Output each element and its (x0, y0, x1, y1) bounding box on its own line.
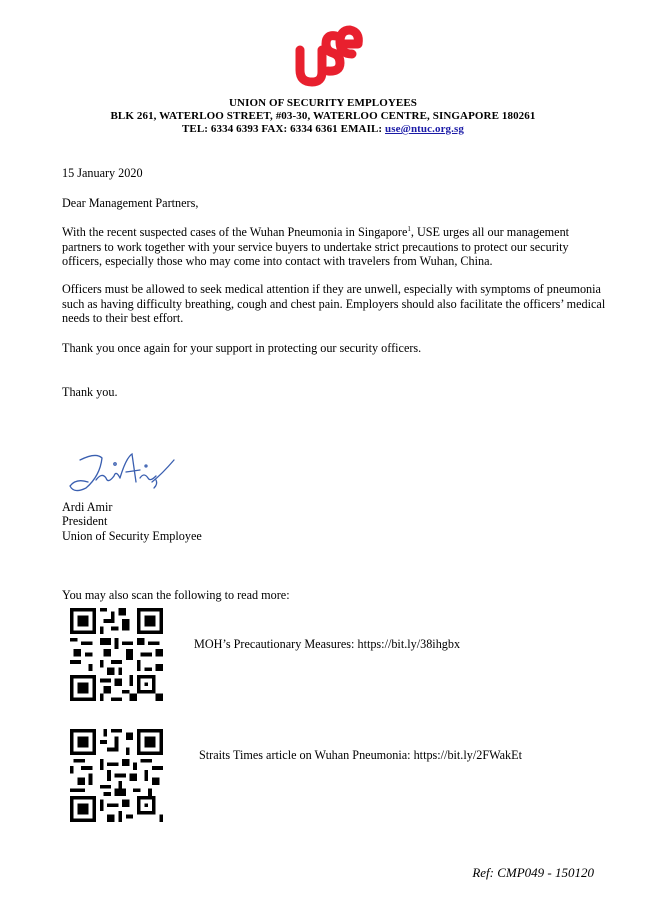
use-logo (288, 20, 364, 92)
scan-intro: You may also scan the following to read more: (62, 588, 290, 602)
footnote-marker: 1 (407, 224, 411, 233)
reference-number: Ref: CMP049 - 150120 (472, 865, 594, 880)
signatory-org: Union of Security Employee (62, 529, 202, 543)
contact-line: TEL: 6334 6393 FAX: 6334 6361 EMAIL: (182, 123, 386, 135)
signatory-title: President (62, 514, 108, 528)
paragraph-1-start: With the recent suspected cases of the Wuhan Pneumonia in Singapore (62, 225, 408, 239)
org-name: UNION OF SECURITY EMPLOYEES (229, 97, 417, 109)
org-address: BLK 261, WATERLOO STREET, #03-30, WATERLOO CENTRE, SINGAPORE 180261 (110, 110, 536, 122)
paragraph-1-end: , USE urges all our management partners to work together with your service buyers to undertake strict precautions to protect our security officers, especially those who may come into contact with travelers from Wuhan, China. (62, 225, 570, 268)
signatory-name: Ardi Amir (62, 500, 113, 514)
paragraph-3: Thank you once again for your support in protecting our security officers. (62, 341, 422, 355)
email-link[interactable]: use@ntuc.org.sg (385, 123, 464, 135)
paragraph-2: Officers must be allowed to seek medical attention if they are unwell, especially with symptoms of pneumonia such as having difficulty breathing, cough and chest pain. Employers should also facilitate the officers’ medical needs to their best effort. (62, 282, 606, 325)
signature-image (66, 448, 178, 498)
qr-code-moh (70, 608, 163, 701)
qr-code-straits-times (70, 729, 163, 822)
letter-date: 15 January 2020 (62, 166, 143, 180)
org-contact (0, 123, 646, 136)
link-straits-times[interactable]: Straits Times article on Wuhan Pneumonia: https://bit.ly/2FWakEt (199, 748, 522, 762)
salutation: Dear Management Partners, (62, 196, 199, 210)
link-moh[interactable]: MOH’s Precautionary Measures: https://bit.ly/38ihgbx (194, 637, 461, 651)
closing: Thank you. (62, 385, 118, 399)
paragraph-1 (62, 225, 607, 269)
